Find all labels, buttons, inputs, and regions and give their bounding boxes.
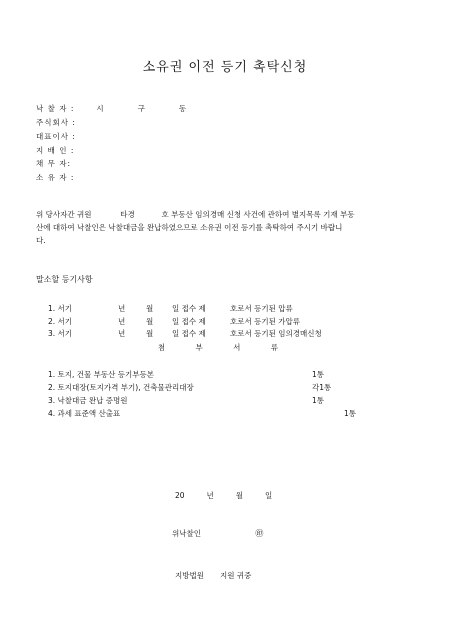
item-month: 월 <box>146 304 154 313</box>
paragraph-line-3: 다. <box>36 236 46 245</box>
item-day: 일 접수 제 <box>172 304 206 313</box>
party-label: 낙 찰 자 : <box>36 104 75 113</box>
attachment-qty: 각1통 <box>312 383 332 392</box>
party-label: 지 배 인 : <box>36 146 75 155</box>
party-row-debtor <box>36 158 94 171</box>
line1-part-b: 타경 <box>120 210 135 219</box>
attachment-name: 2. 토지대장(토지가격 부기), 건축물관리대장 <box>48 383 194 392</box>
attachment-qty: 1통 <box>344 409 357 418</box>
item-year: 년 <box>118 329 126 338</box>
party-label: 주식회사 : <box>36 118 76 127</box>
address-district: 구 <box>137 104 145 113</box>
party-address <box>96 104 220 113</box>
attachment-qty: 1통 <box>312 370 325 379</box>
item-desc: 호로서 등기된 압류 <box>230 304 293 313</box>
item-no: 2. 서기 <box>48 317 73 326</box>
line1-part-c: 호 부동산 임의경매 신청 사건에 관하여 별지목록 기재 부동 <box>161 210 355 219</box>
document-title: 소유권 이전 등기 촉탁신청 <box>142 60 308 75</box>
attachment-name: 3. 낙찰대금 완납 증명원 <box>48 396 128 405</box>
item-day: 일 접수 제 <box>172 317 206 326</box>
date-year: 년 <box>206 491 214 500</box>
district-court: 지방법원 <box>175 571 204 580</box>
item-year: 년 <box>118 304 126 313</box>
branch-court: 지원 귀중 <box>219 571 252 580</box>
party-label: 소 유 자 : <box>36 173 75 182</box>
party-row-ceo <box>36 131 94 144</box>
line1-part-a: 위 당사자간 귀원 <box>36 210 92 219</box>
date-line <box>175 490 294 501</box>
item-day: 일 접수 제 <box>172 329 206 338</box>
attachment-name: 4. 과세 표준액 산출표 <box>48 409 121 418</box>
paragraph-line-2: 산에 대하여 낙찰인은 낙찰대금을 완납하였으므로 소유권 이전 등기를 촉탁하여 주시기 바랍니 <box>36 223 343 232</box>
item-desc: 호로서 등기된 임의경매신청 <box>230 329 322 338</box>
item-month: 월 <box>146 329 154 338</box>
paragraph-line-1 <box>36 208 416 221</box>
section-title-deregistration: 말소할 등기사항 <box>36 275 93 284</box>
attachment-name: 1. 토지, 건물 부동산 등기부등본 <box>48 370 155 379</box>
address-dong: 동 <box>178 104 187 113</box>
item-no: 1. 서기 <box>48 304 73 313</box>
party-label: 채 무 자: <box>36 159 72 168</box>
party-label: 대표이사 : <box>36 132 76 141</box>
date-day: 일 <box>265 491 273 500</box>
party-row-bidder <box>36 103 220 116</box>
party-row-owner <box>36 172 94 185</box>
signer-line <box>172 528 263 539</box>
attachments-title: 첨 부 서 류 <box>157 343 293 352</box>
party-row-company <box>36 117 94 130</box>
item-month: 월 <box>146 317 154 326</box>
item-year: 년 <box>118 317 126 326</box>
address-city: 시 <box>96 104 104 113</box>
item-no: 3. 서기 <box>48 329 73 338</box>
request-paragraph <box>36 208 416 247</box>
party-row-manager <box>36 145 94 158</box>
court-line <box>175 570 267 581</box>
attachment-qty: 1통 <box>312 396 325 405</box>
date-year-prefix: 20 <box>175 491 185 500</box>
seal-mark: ㊞ <box>255 529 264 538</box>
signer-label: 위낙찰인 <box>172 529 201 538</box>
item-desc: 호로서 등기된 가압류 <box>230 317 300 326</box>
date-month: 월 <box>235 491 244 500</box>
